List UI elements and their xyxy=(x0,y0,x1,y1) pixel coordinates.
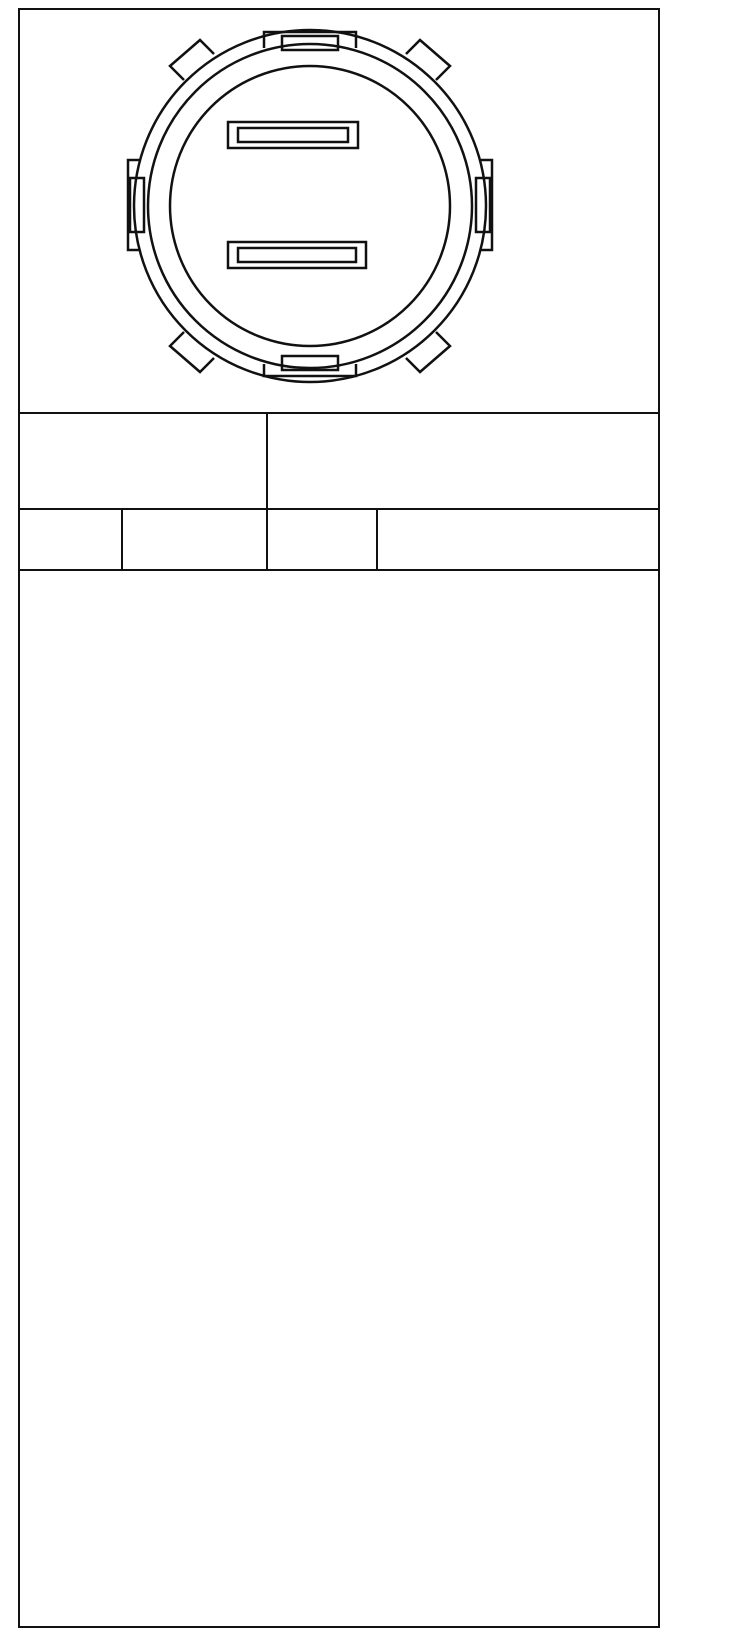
connector-info-label xyxy=(20,412,268,508)
header-function xyxy=(377,508,658,570)
connector-part-information xyxy=(20,412,658,510)
header-circuit-no xyxy=(267,508,377,570)
connector-diagram xyxy=(20,10,658,414)
connector-sheet xyxy=(18,8,660,1628)
connector-info-list xyxy=(268,412,658,508)
header-wire-color xyxy=(122,508,267,570)
table-header-row xyxy=(20,508,658,570)
pinout-table xyxy=(20,508,658,571)
connector-face-drawing xyxy=(20,10,658,412)
header-pin xyxy=(20,508,122,570)
